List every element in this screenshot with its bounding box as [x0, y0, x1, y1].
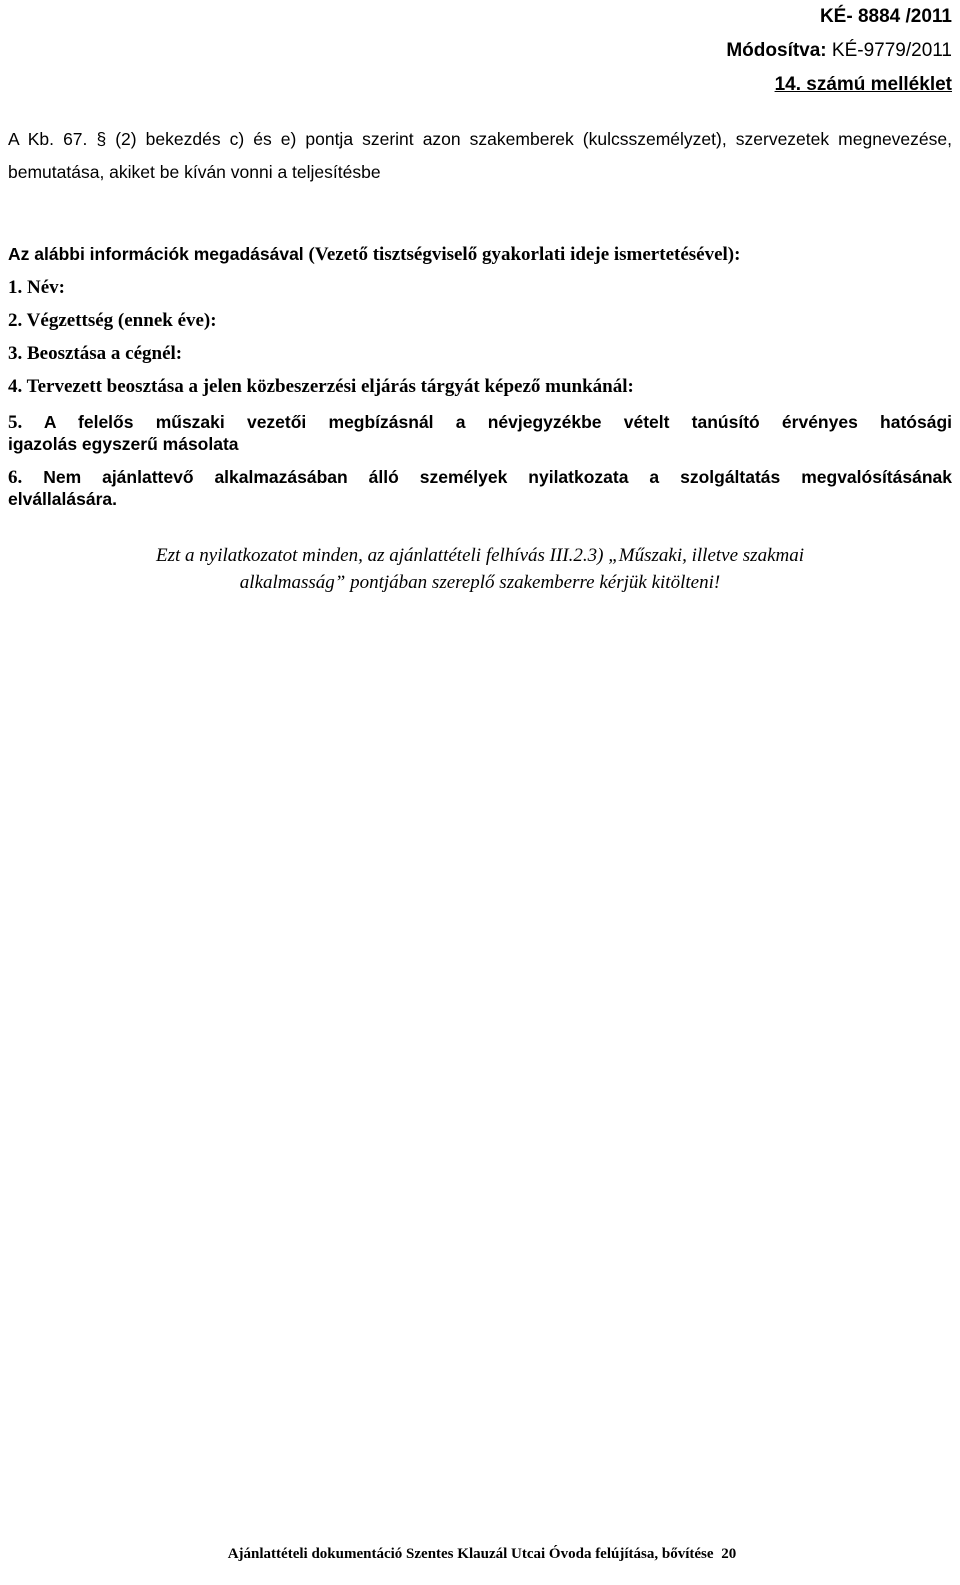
item-text: Végzettség (ennek éve): — [26, 310, 217, 331]
intro-paragraph: A Kb. 67. § (2) bekezdés c) és e) pontja szerint azon szakemberek (kulcsszemélyzet), szervezetek megnevezése, bemutatása, akiket be kíván vonni a teljesítésbe — [8, 129, 952, 182]
modification-reference — [726, 40, 952, 62]
item-text-line-2: elvállalására. — [8, 489, 117, 509]
lead-sentence — [8, 244, 952, 266]
document-reference: KÉ- 8884 /2011 — [819, 6, 952, 27]
item-text-line-1: Nem ajánlattevő alkalmazásában álló személyek nyilatkozata a szolgáltatás megvalósításának — [43, 467, 952, 487]
list-item-position — [8, 343, 952, 365]
list-item-registration-certificate — [8, 411, 952, 434]
lead-part-1: Az alábbi információk megadásával — [8, 244, 304, 264]
item-text: Név: — [27, 277, 65, 298]
annex-title: 14. számú melléklet — [774, 74, 952, 95]
list-item-planned-position — [8, 376, 952, 398]
modified-value: KÉ-9779/2011 — [831, 40, 952, 61]
modified-label: Módosítva: — [726, 40, 827, 61]
list-item-non-employee-declaration-cont — [8, 489, 952, 510]
page-number: 20 — [721, 1546, 737, 1562]
footer-text: Ajánlattételi dokumentáció Szentes Klauzál Utcai Óvoda felújítása, bővítése — [227, 1546, 714, 1562]
instruction-note-line-2: alkalmasság” pontjában szereplő szakemberre kérjük kitölteni! — [239, 572, 721, 593]
item-text: Tervezett beosztása a jelen közbeszerzési eljárás tárgyát képező munkánál: — [26, 376, 634, 397]
list-item-registration-certificate-cont — [8, 434, 952, 455]
lead-part-2: (Vezető tisztségviselő gyakorlati ideje ismertetésével): — [308, 244, 741, 265]
list-item-education — [8, 310, 952, 332]
item-text-line-2: igazolás egyszerű másolata — [8, 434, 239, 454]
item-number: 2. — [8, 310, 23, 331]
item-number: 5. — [8, 412, 23, 433]
list-item-name — [8, 277, 952, 299]
item-text: Beosztása a cégnél: — [27, 343, 183, 364]
page-footer — [0, 1546, 960, 1563]
instruction-note-line-1: Ezt a nyilatkozatot minden, az ajánlattételi felhívás III.2.3) „Műszaki, illetve szakmai — [155, 545, 804, 566]
list-item-non-employee-declaration — [8, 466, 952, 489]
item-number: 6. — [8, 467, 23, 488]
item-number: 1. — [8, 277, 23, 298]
item-number: 4. — [8, 376, 23, 397]
item-text-line-1: A felelős műszaki vezetői megbízásnál a névjegyzékbe vételt tanúsító érvényes hatósági — [43, 412, 952, 432]
item-number: 3. — [8, 343, 23, 364]
